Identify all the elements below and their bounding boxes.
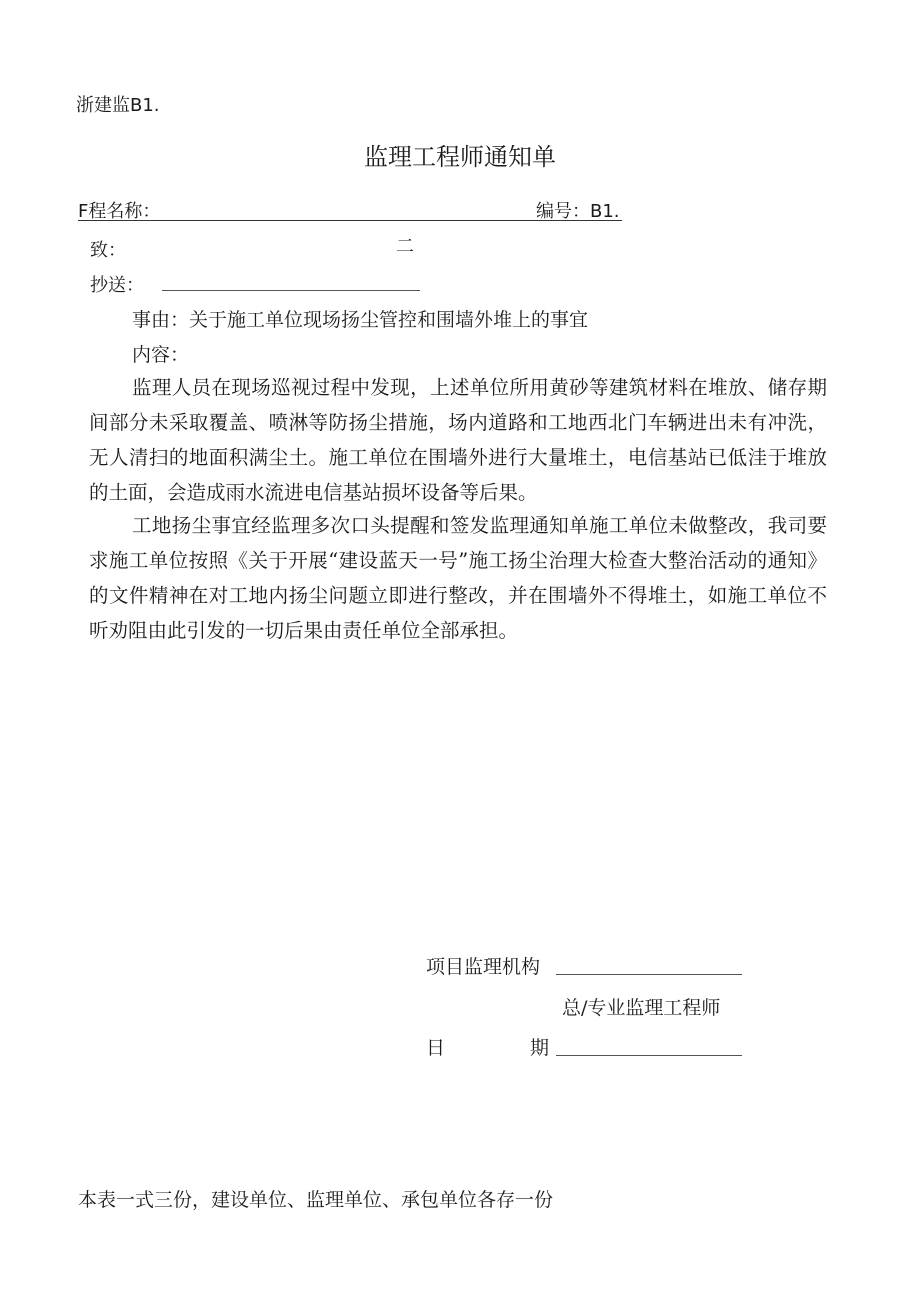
footer-note: 本表一式三份，建设单位、监理单位、承包单位各存一份 xyxy=(78,1189,554,1211)
content-label: 内容： xyxy=(132,344,190,366)
page-title: 监理工程师通知单 xyxy=(364,143,556,171)
recipient-label: 致： xyxy=(90,240,126,261)
date-signature-line xyxy=(556,1055,742,1056)
form-code: 浙建监B1. xyxy=(76,95,160,116)
subject-line: 事由：关于施工单位现场扬尘管控和围墙外堆上的事宜 xyxy=(132,309,589,331)
project-name-label: F程名称： xyxy=(78,201,161,222)
cc-field-line xyxy=(162,290,420,291)
date-label-day: 日 xyxy=(426,1037,446,1059)
document-number-label: 编号：B1. xyxy=(536,201,620,222)
content-paragraph-2: 工地扬尘事宜经监理多次口头提醒和签发监理通知单施工单位未做整改，我司要求施工单位按照《关于开展“建设蓝天一号”施工扬尘治理大检查大整治活动的通知》的文件精神在对工地内扬尘问题立即进行整改，并在围墙外不得堆土，如施工单位不听劝阻由此引发的一切后果由责任单位全部承担。 xyxy=(89,514,827,642)
cc-label: 抄送： xyxy=(90,275,144,296)
recipient-value: 二 xyxy=(396,236,414,257)
engineer-label: 总/专业监理工程师 xyxy=(562,997,721,1019)
content-paragraph-1: 监理人员在现场巡视过程中发现，上述单位所用黄砂等建筑材料在堆放、储存期间部分未采取覆盖、喷淋等防扬尘措施，场内道路和工地西北门车辆进出未有冲洗，无人清扫的地面积满尘土。施工单位在围墙外进行大量堆土，电信基站已低洼于堆放的土面，会造成雨水流进电信基站损坏设备等后果。 xyxy=(89,376,827,504)
date-label-period: 期 xyxy=(530,1037,550,1059)
supervision-org-label: 项目监理机构 xyxy=(426,956,541,978)
supervision-org-signature-line xyxy=(556,974,742,975)
